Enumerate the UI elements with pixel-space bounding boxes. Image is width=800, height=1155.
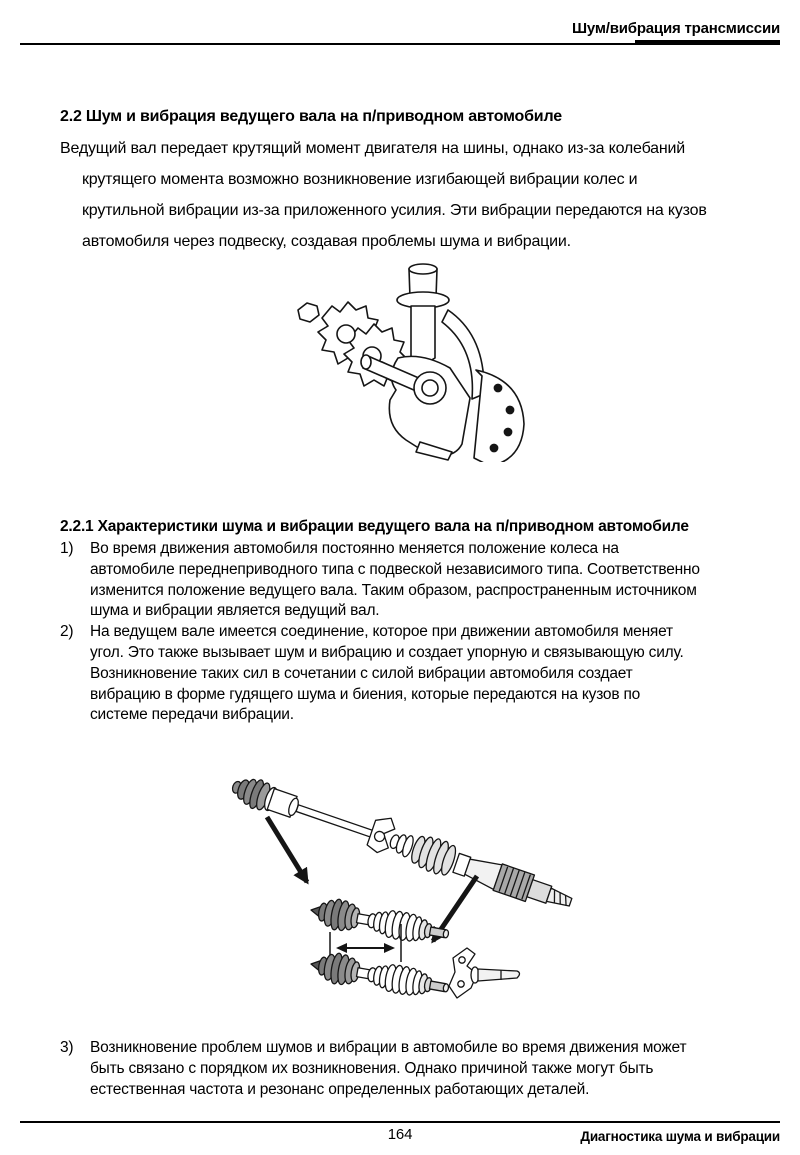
section-2-2-heading: 2.2 Шум и вибрация ведущего вала на п/приводном автомобиле [60,108,562,125]
running-footer-title: Диагностика шума и вибрации [580,1129,780,1144]
list-line: шума и вибрации является ведущий вал. [90,602,380,620]
running-header-title: Шум/вибрация трансмиссии [572,20,780,37]
strut-cylinder [397,264,449,362]
list-line: Во время движения автомобиля постоянно меняется положение колеса на [90,540,619,557]
list-number: 2) [60,623,74,641]
header-accent-bar [635,40,780,45]
list-line: вибрацию в форме гудящего шума и биения, которые передаются на кузов по [90,685,641,703]
footer-rule [20,1121,780,1123]
dust-shield-disc [474,370,524,462]
axle-knuckle-assembly-figure [282,258,550,462]
list-item-text [90,1038,686,1100]
list-line: автомобиле переднеприводного типа с подвеской независимого типа. Соответственно [90,560,700,578]
list-item-text [90,622,684,726]
section-2-2-1-heading: 2.2.1 Характеристики шума и вибрации ведущего вала на п/приводном автомобиле [60,518,689,535]
list-line: Возникновение проблем шумов и вибрации в автомобиле во время движения может [90,1039,687,1056]
list-item-3 [60,1038,686,1100]
list-line: системе передачи вибрации. [90,706,294,724]
list-number: 1) [60,540,74,557]
list-item-1 [60,539,700,622]
list-item-2 [60,622,700,726]
list-line: быть связано с порядком их возникновения. Однако причиной также могут быть [90,1059,654,1077]
section-2-2-paragraph [60,133,707,257]
list-number: 3) [60,1039,74,1056]
list-line: естественная частота и резонанс определенных работающих деталей. [90,1080,590,1098]
paragraph-line: Ведущий вал передает крутящий момент двигателя на шины, однако из-за колебаний [60,140,685,157]
numbered-list [60,539,700,726]
pointer-arrow-left [267,817,307,882]
drive-shaft-comparison-figure [205,762,585,1025]
page-number: 164 [387,1126,413,1143]
list-item-text [90,539,700,622]
list-line: На ведущем вале имеется соединение, которое при движении автомобиля меняет [90,623,673,641]
numbered-list-continued [60,1038,686,1100]
list-line: угол. Это также вызывает шум и вибрацию и создает упорную и связывающую силу. [90,643,684,661]
paragraph-line: автомобиля через подвеску, создавая проблемы шума и вибрации. [82,233,571,250]
paragraph-line: крутильной вибрации из-за приложенного усилия. Эти вибрации передаются на кузов [82,202,707,219]
list-line: Возникновение таких сил в сочетании с силой вибрации автомобиля создает [90,664,633,682]
bottom-axle [308,949,451,1004]
intermediate-shaft-piece [449,948,520,998]
list-line: изменится положение ведущего вала. Таким образом, распространенным источником [90,581,697,599]
paragraph-line: крутящего момента возможно возникновение изгибающей вибрации колес и [82,171,638,188]
